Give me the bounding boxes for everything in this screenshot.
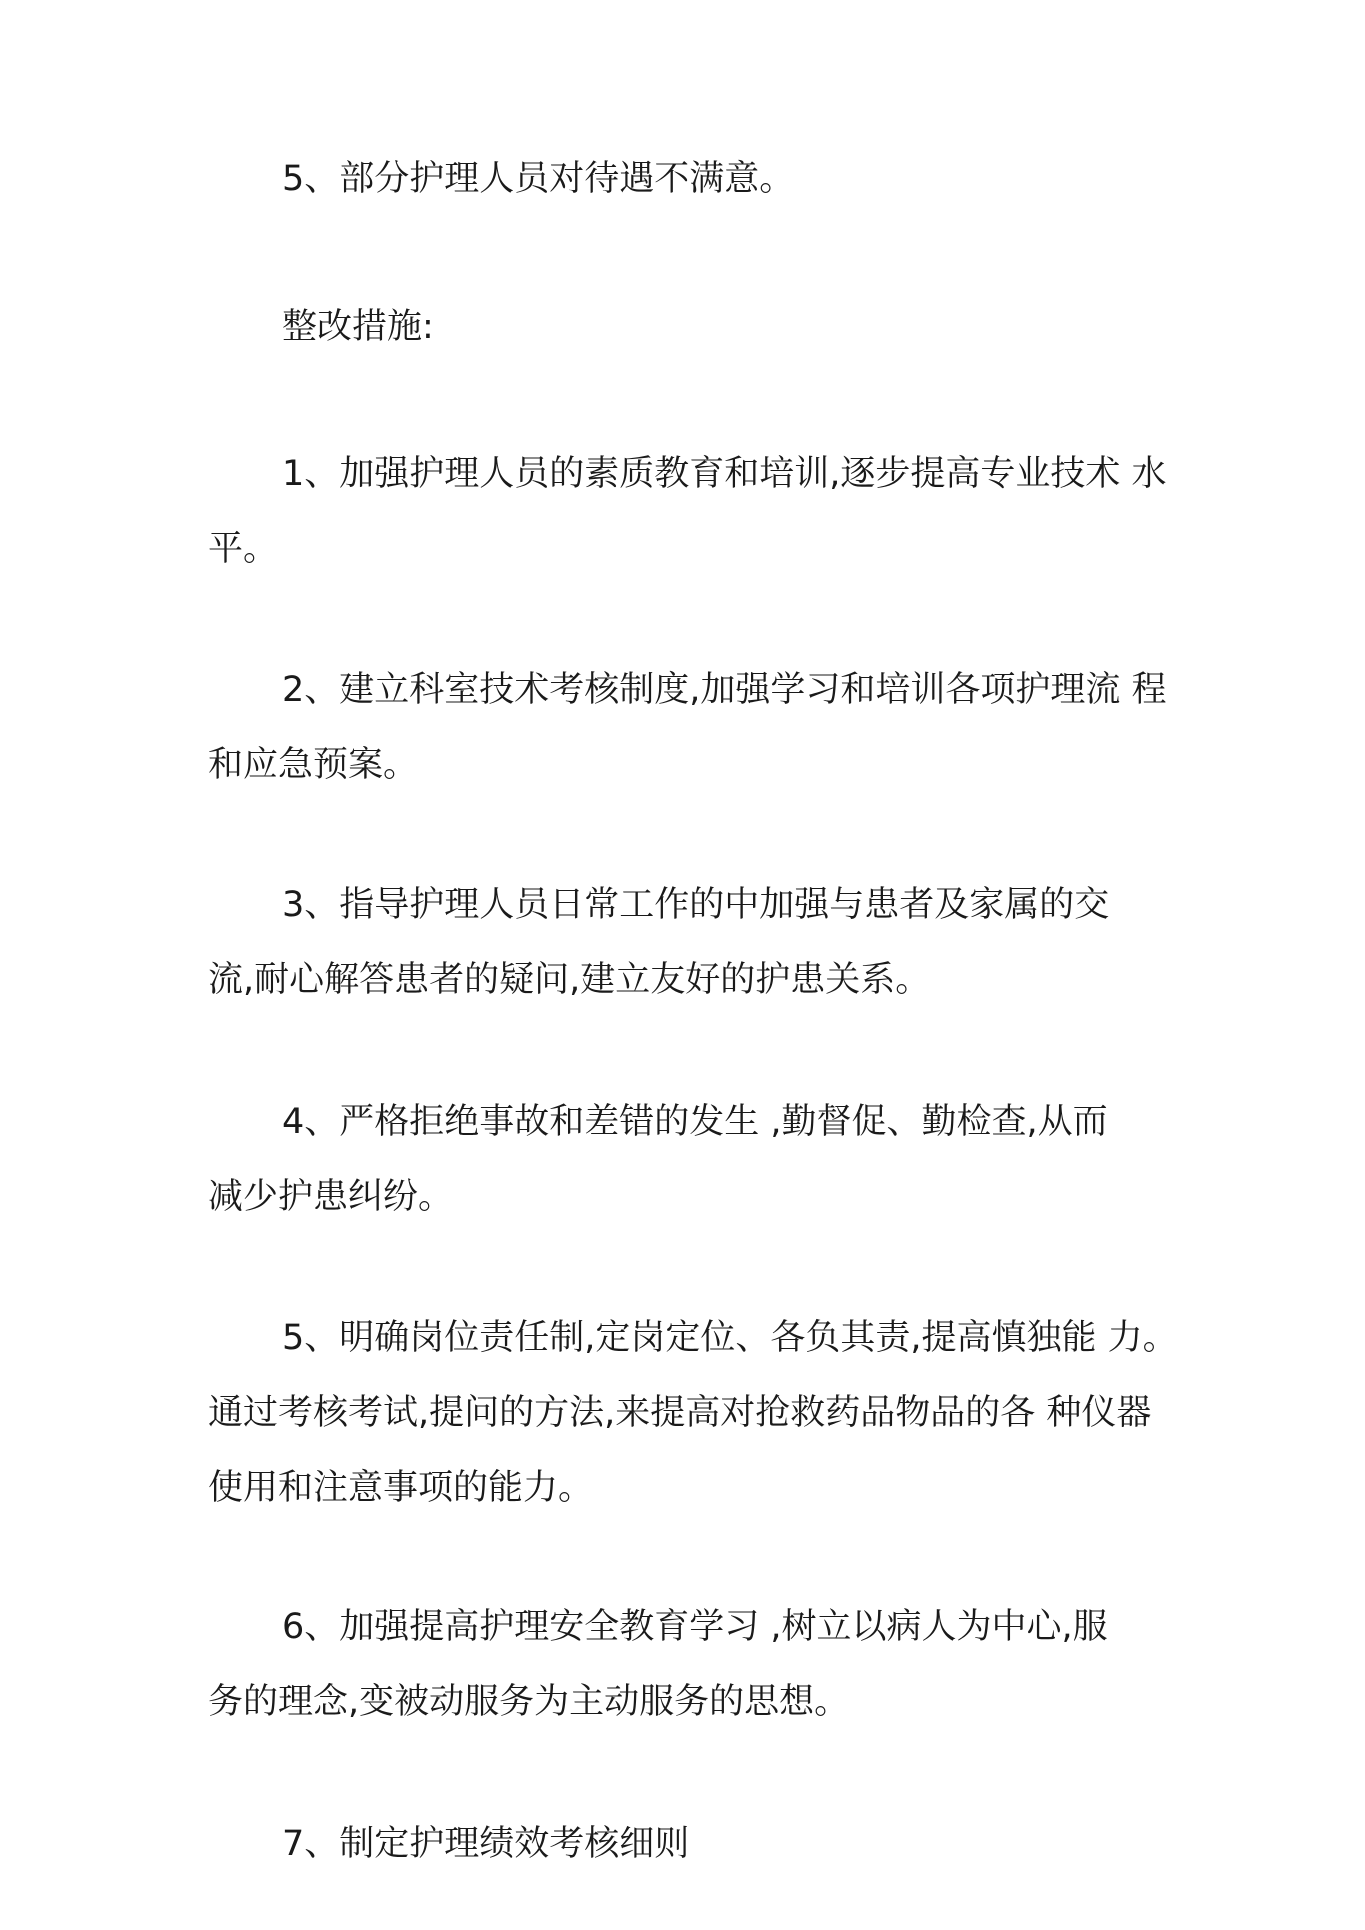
- paragraph-measure-5: [208, 1301, 1178, 1526]
- paragraph-line: 2、建立科室技术考核制度,加强学习和培训各项护理流 程: [282, 670, 1167, 710]
- paragraph-measure-1: [208, 437, 1168, 587]
- paragraph-line: 平。: [208, 529, 279, 569]
- paragraph-line: 5、部分护理人员对待遇不满意。: [282, 159, 795, 199]
- paragraph-line: 3、指导护理人员日常工作的中加强与患者及家属的交: [282, 885, 1110, 925]
- paragraph-line: 务的理念,变被动服务为主动服务的思想。: [208, 1682, 850, 1722]
- paragraph-measure-7: [208, 1807, 1168, 1882]
- section-heading-measures: [208, 290, 1168, 365]
- paragraph-measure-3: [208, 868, 1168, 1018]
- paragraph-line: 使用和注意事项的能力。: [208, 1468, 594, 1508]
- paragraph-complaint-5: [208, 142, 1168, 217]
- paragraph-line: 流,耐心解答患者的疑问,建立友好的护患关系。: [208, 960, 931, 1000]
- paragraph-measure-2: [208, 653, 1168, 803]
- paragraph-line: 6、加强提高护理安全教育学习 ,树立以病人为中心,服: [282, 1607, 1108, 1647]
- paragraph-line: 5、明确岗位责任制,定岗定位、各负其责,提高慎独能 力。: [282, 1318, 1178, 1358]
- paragraph-measure-4: [208, 1085, 1168, 1235]
- paragraph-measure-6: [208, 1590, 1168, 1740]
- paragraph-line: 4、严格拒绝事故和差错的发生 ,勤督促、勤检查,从而: [282, 1102, 1108, 1142]
- paragraph-line: 7、制定护理绩效考核细则: [282, 1824, 690, 1864]
- paragraph-line: 1、加强护理人员的素质教育和培训,逐步提高专业技术 水: [282, 454, 1167, 494]
- paragraph-line: 整改措施:: [282, 307, 434, 347]
- paragraph-line: 通过考核考试,提问的方法,来提高对抢救药品物品的各 种仪器: [208, 1393, 1152, 1433]
- paragraph-line: 和应急预案。: [208, 745, 419, 785]
- paragraph-line: 减少护患纠纷。: [208, 1177, 454, 1217]
